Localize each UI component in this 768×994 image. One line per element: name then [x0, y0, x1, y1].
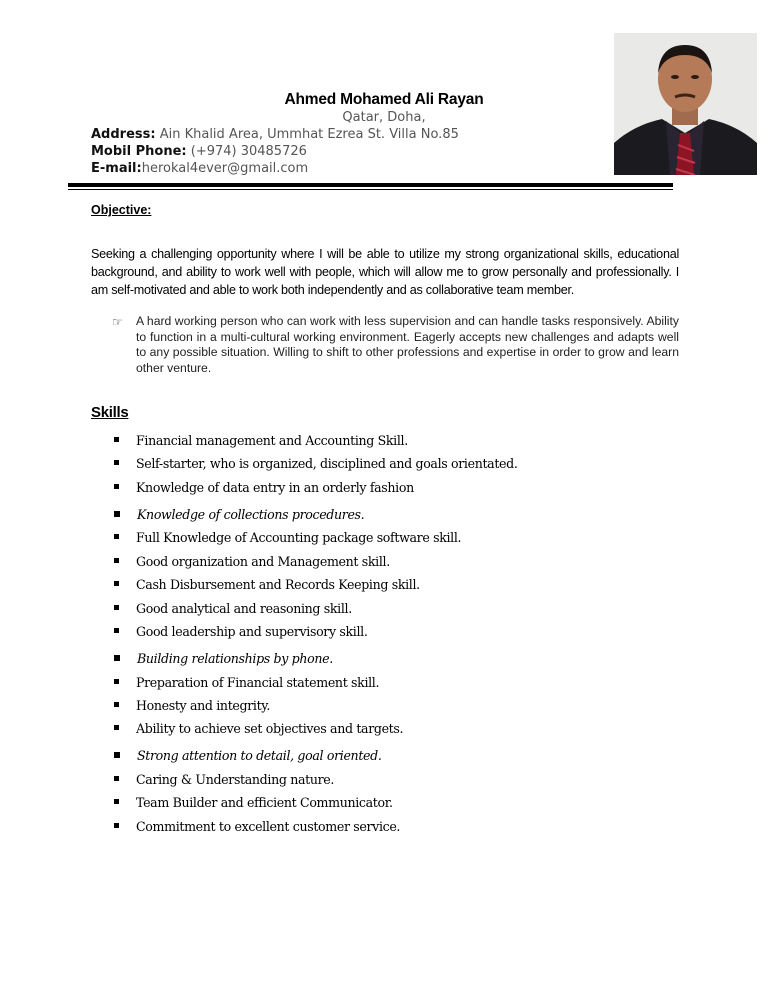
bullet-square-icon	[114, 823, 119, 828]
email-line	[91, 161, 308, 176]
address-line	[91, 127, 459, 142]
bullet-square-icon	[114, 752, 120, 758]
skill-item: Self-starter, who is organized, disciplined and goals orientated.	[114, 456, 518, 471]
skill-item: Strong attention to detail, goal oriented.	[114, 748, 382, 763]
objective-bullet-text: A hard working person who can work with less supervision and can handle tasks responsively. Ability to function in a multi-cultural working environment. Eagerly accepts new challenges and adapts well to any possible situation. Willing to shift to other professions and expertise in order to grow and learn other venture.	[136, 314, 679, 375]
bullet-square-icon	[114, 702, 119, 707]
email-label: E-mail:	[91, 161, 142, 176]
bullet-square-icon	[114, 581, 119, 586]
bullet-square-icon	[114, 558, 119, 563]
skill-item: Ability to achieve set objectives and targets.	[114, 721, 403, 736]
phone-line	[91, 144, 307, 159]
skill-item: Commitment to excellent customer service.	[114, 819, 400, 834]
candidate-name: Ahmed Mohamed Ali Rayan	[284, 91, 484, 108]
skill-item: Full Knowledge of Accounting package software skill.	[114, 530, 461, 545]
skill-item: Knowledge of data entry in an orderly fashion	[114, 480, 414, 495]
skill-item: Honesty and integrity.	[114, 698, 270, 713]
profile-photo	[614, 33, 757, 175]
skill-item: Caring & Understanding nature.	[114, 772, 334, 787]
skill-item: Team Builder and efficient Communicator.	[114, 795, 393, 810]
bullet-square-icon	[114, 628, 119, 633]
skills-heading: Skills	[91, 404, 129, 421]
bullet-square-icon	[114, 511, 120, 517]
bullet-square-icon	[114, 725, 119, 730]
skill-item: Cash Disbursement and Records Keeping skill.	[114, 577, 420, 592]
objective-heading: Objective:	[91, 203, 152, 217]
phone-value: (+974) 30485726	[186, 144, 307, 159]
address-label: Address:	[91, 127, 156, 142]
bullet-square-icon	[114, 799, 119, 804]
header-divider-thick	[68, 183, 673, 187]
bullet-square-icon	[114, 655, 120, 661]
skill-item: Preparation of Financial statement skill.	[114, 675, 379, 690]
skill-item: Good leadership and supervisory skill.	[114, 624, 367, 639]
skill-item: Knowledge of collections procedures.	[114, 507, 364, 522]
bullet-square-icon	[114, 679, 119, 684]
objective-paragraph: Seeking a challenging opportunity where I will be able to utilize my strong organizational skills, educational background, and ability to work well with people, which will allow me to grow personally and professionally. I am self-motivated and able to work both independently and as collaborative team member.	[91, 247, 679, 297]
bullet-square-icon	[114, 484, 119, 489]
skill-item: Good analytical and reasoning skill.	[114, 601, 352, 616]
pointing-hand-icon: ☞	[112, 315, 123, 329]
bullet-square-icon	[114, 437, 119, 442]
skill-item: Building relationships by phone.	[114, 651, 333, 666]
skill-item: Financial management and Accounting Skill.	[114, 433, 408, 448]
phone-label: Mobil Phone:	[91, 144, 187, 159]
bullet-square-icon	[114, 460, 119, 465]
header-divider-thin	[68, 189, 673, 190]
email-value: herokal4ever@gmail.com	[141, 161, 309, 176]
bullet-square-icon	[114, 534, 119, 539]
address-value: Ain Khalid Area, Ummhat Ezrea St. Villa No.85	[155, 127, 459, 142]
candidate-location: Qatar, Doha,	[342, 110, 426, 125]
skill-item: Good organization and Management skill.	[114, 554, 390, 569]
bullet-square-icon	[114, 605, 119, 610]
bullet-square-icon	[114, 776, 119, 781]
